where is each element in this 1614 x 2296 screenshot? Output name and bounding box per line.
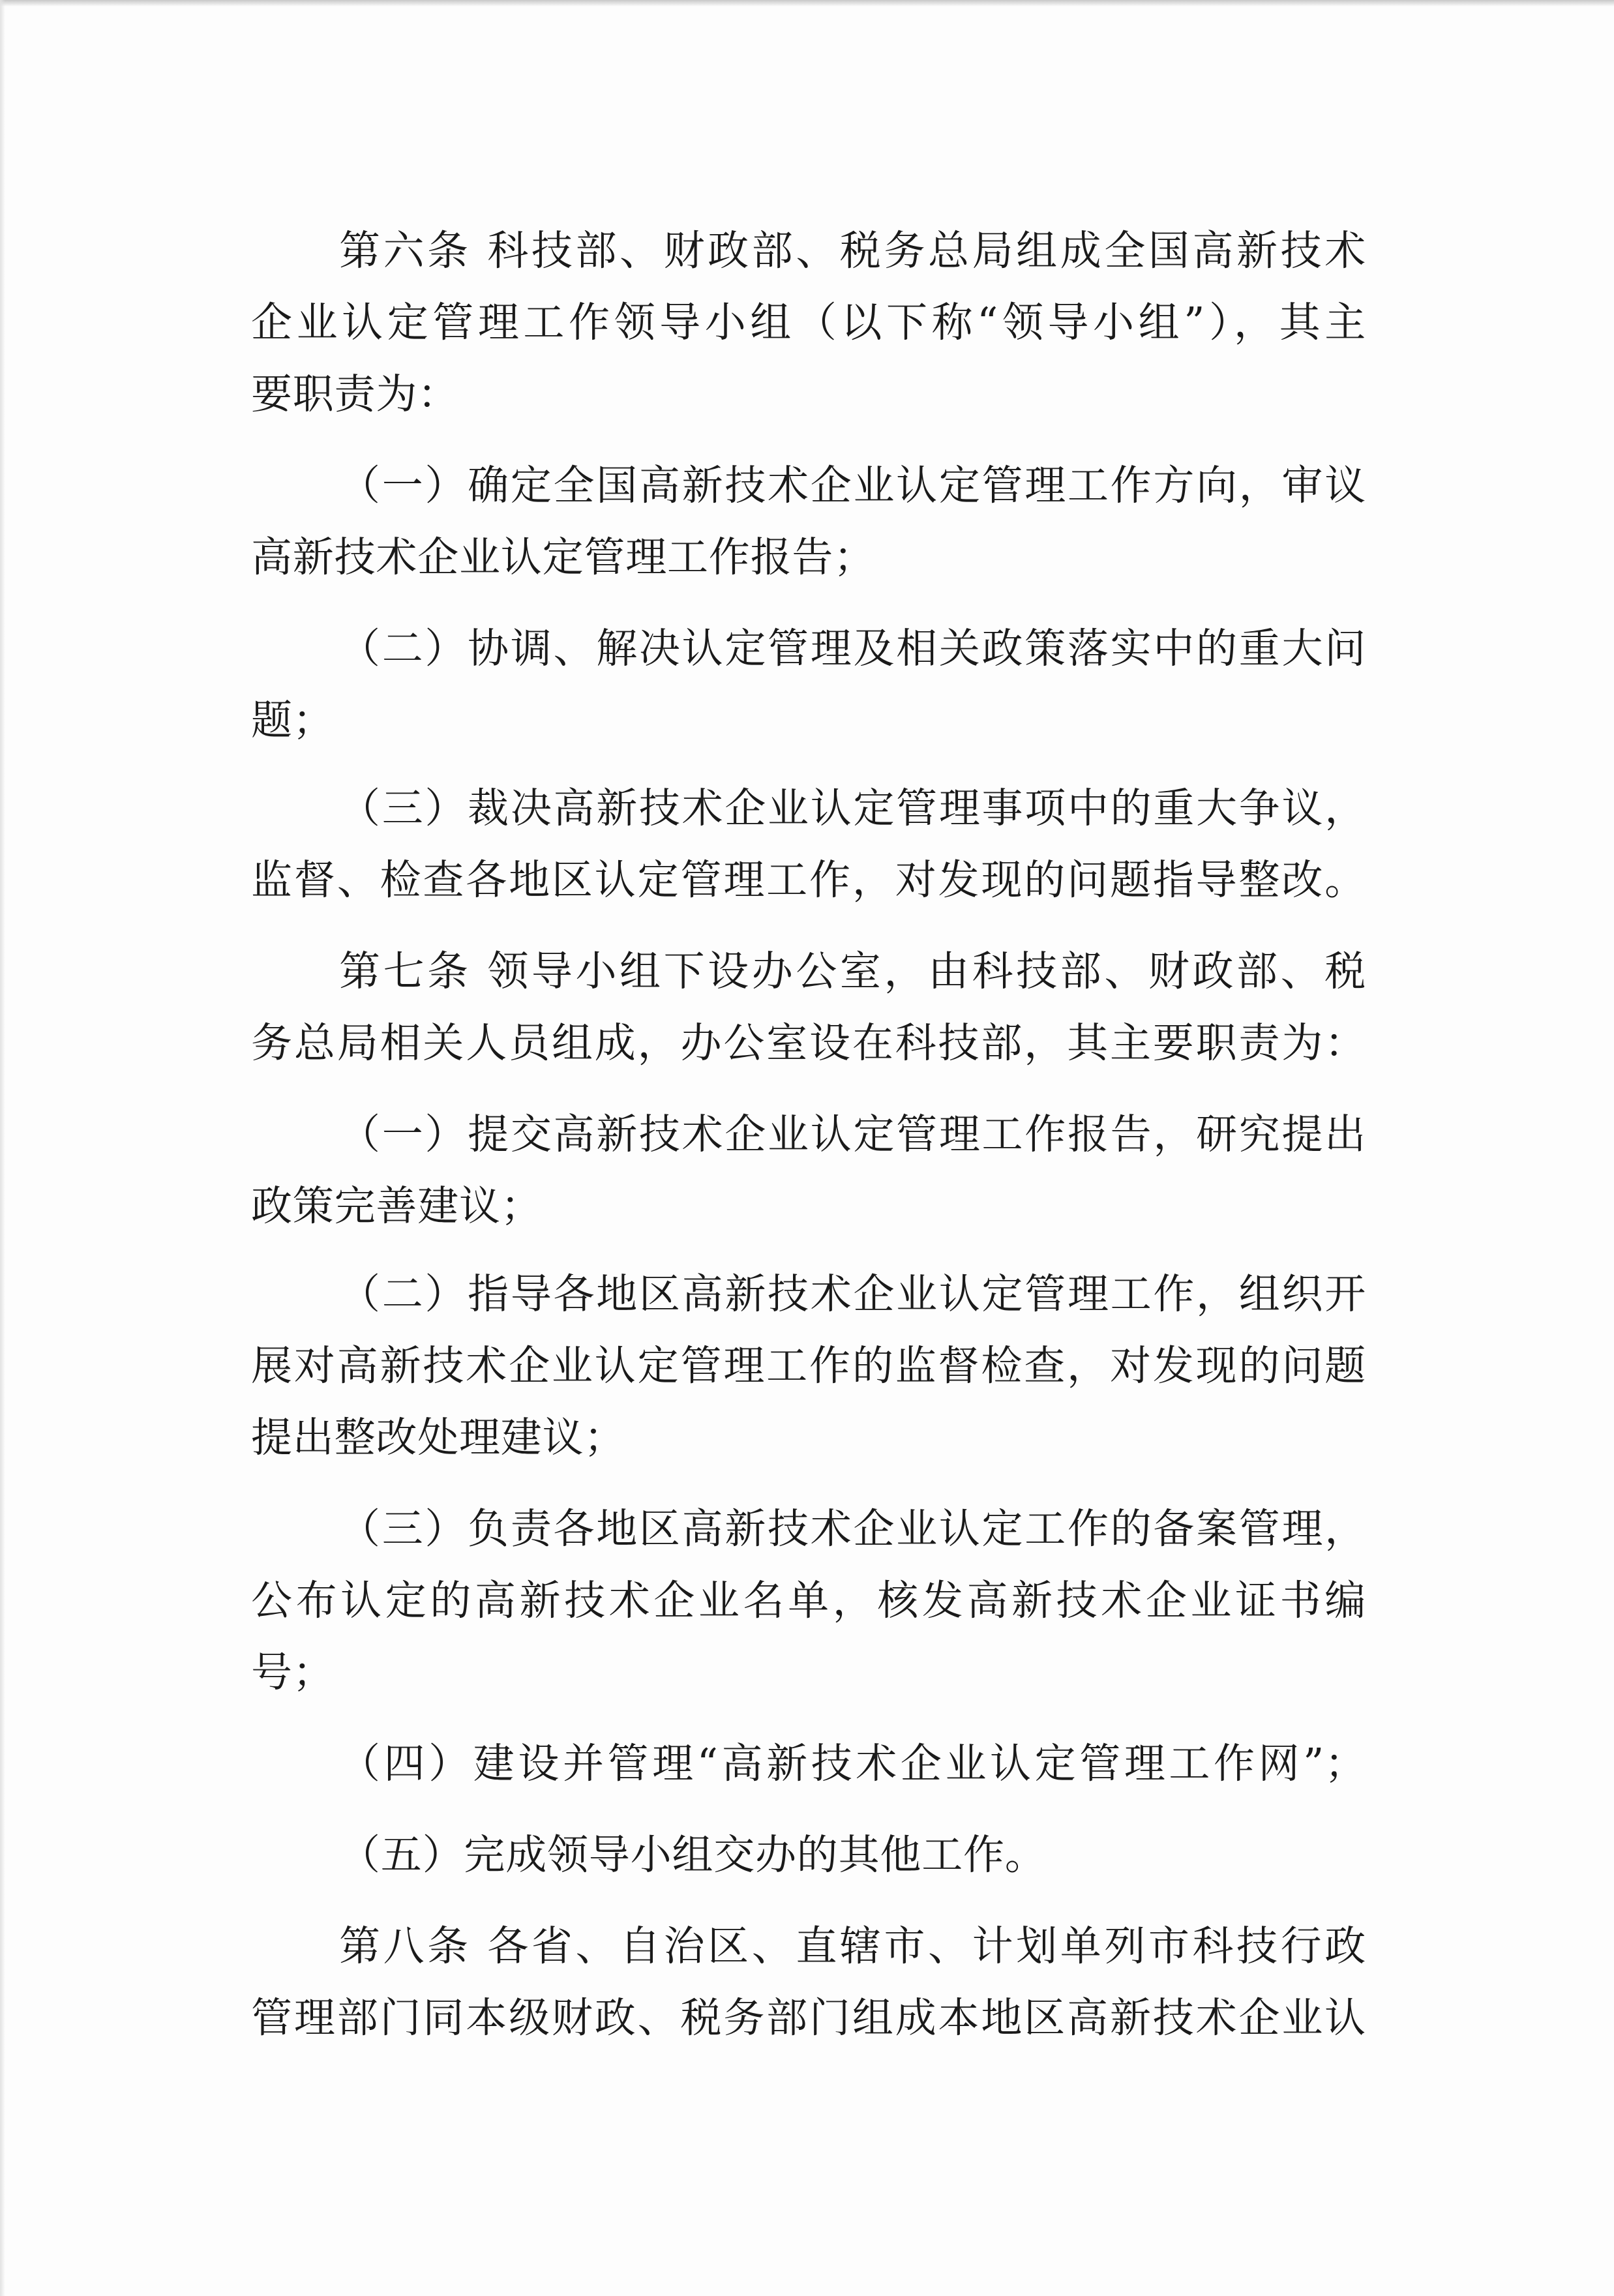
text-line: 提出整改处理建议； <box>251 1414 626 1461</box>
text-line: 号； <box>251 1648 335 1696</box>
text-line: （一）提交高新技术企业认定管理工作报告，研究提出 <box>339 1111 1366 1158</box>
text-line: 管理部门同本级财政、税务部门组成本地区高新技术企业认 <box>251 1994 1366 2042</box>
text-line: 第七条 领导小组下设办公室，由科技部、财政部、税 <box>339 947 1366 995</box>
text-line: 第六条 科技部、财政部、税务总局组成全国高新技术 <box>339 227 1366 275</box>
text-line: （一）确定全国高新技术企业认定管理工作方向，审议 <box>339 462 1366 509</box>
text-line: 题； <box>251 696 335 744</box>
text-line: 务总局相关人员组成，办公室设在科技部，其主要职责为： <box>251 1019 1366 1067</box>
text-line: （二）协调、解决认定管理及相关政策落实中的重大问 <box>339 625 1366 672</box>
text-line: 政策完善建议； <box>251 1182 543 1230</box>
text-line: 企业认定管理工作领导小组（以下称“领导小组”），其主 <box>251 299 1366 346</box>
text-line: 第八条 各省、自治区、直辖市、计划单列市科技行政 <box>339 1922 1366 1970</box>
text-line: 展对高新技术企业认定管理工作的监督检查，对发现的问题 <box>251 1342 1366 1390</box>
text-line: 高新技术企业认定管理工作报告； <box>251 533 875 581</box>
text-line: （五）完成领导小组交办的其他工作。 <box>339 1831 1047 1879</box>
text-line: （三）裁决高新技术企业认定管理事项中的重大争议， <box>339 784 1366 832</box>
text-line: （三）负责各地区高新技术企业认定工作的备案管理， <box>339 1505 1366 1553</box>
text-line: 要职责为： <box>251 370 459 418</box>
text-line: 公布认定的高新技术企业名单，核发高新技术企业证书编 <box>251 1577 1366 1624</box>
text-line: （二）指导各地区高新技术企业认定管理工作，组织开 <box>339 1270 1366 1318</box>
text-line: 监督、检查各地区认定管理工作，对发现的问题指导整改。 <box>251 856 1366 904</box>
text-line: （四）建设并管理“高新技术企业认定管理工作网”； <box>339 1740 1366 1787</box>
